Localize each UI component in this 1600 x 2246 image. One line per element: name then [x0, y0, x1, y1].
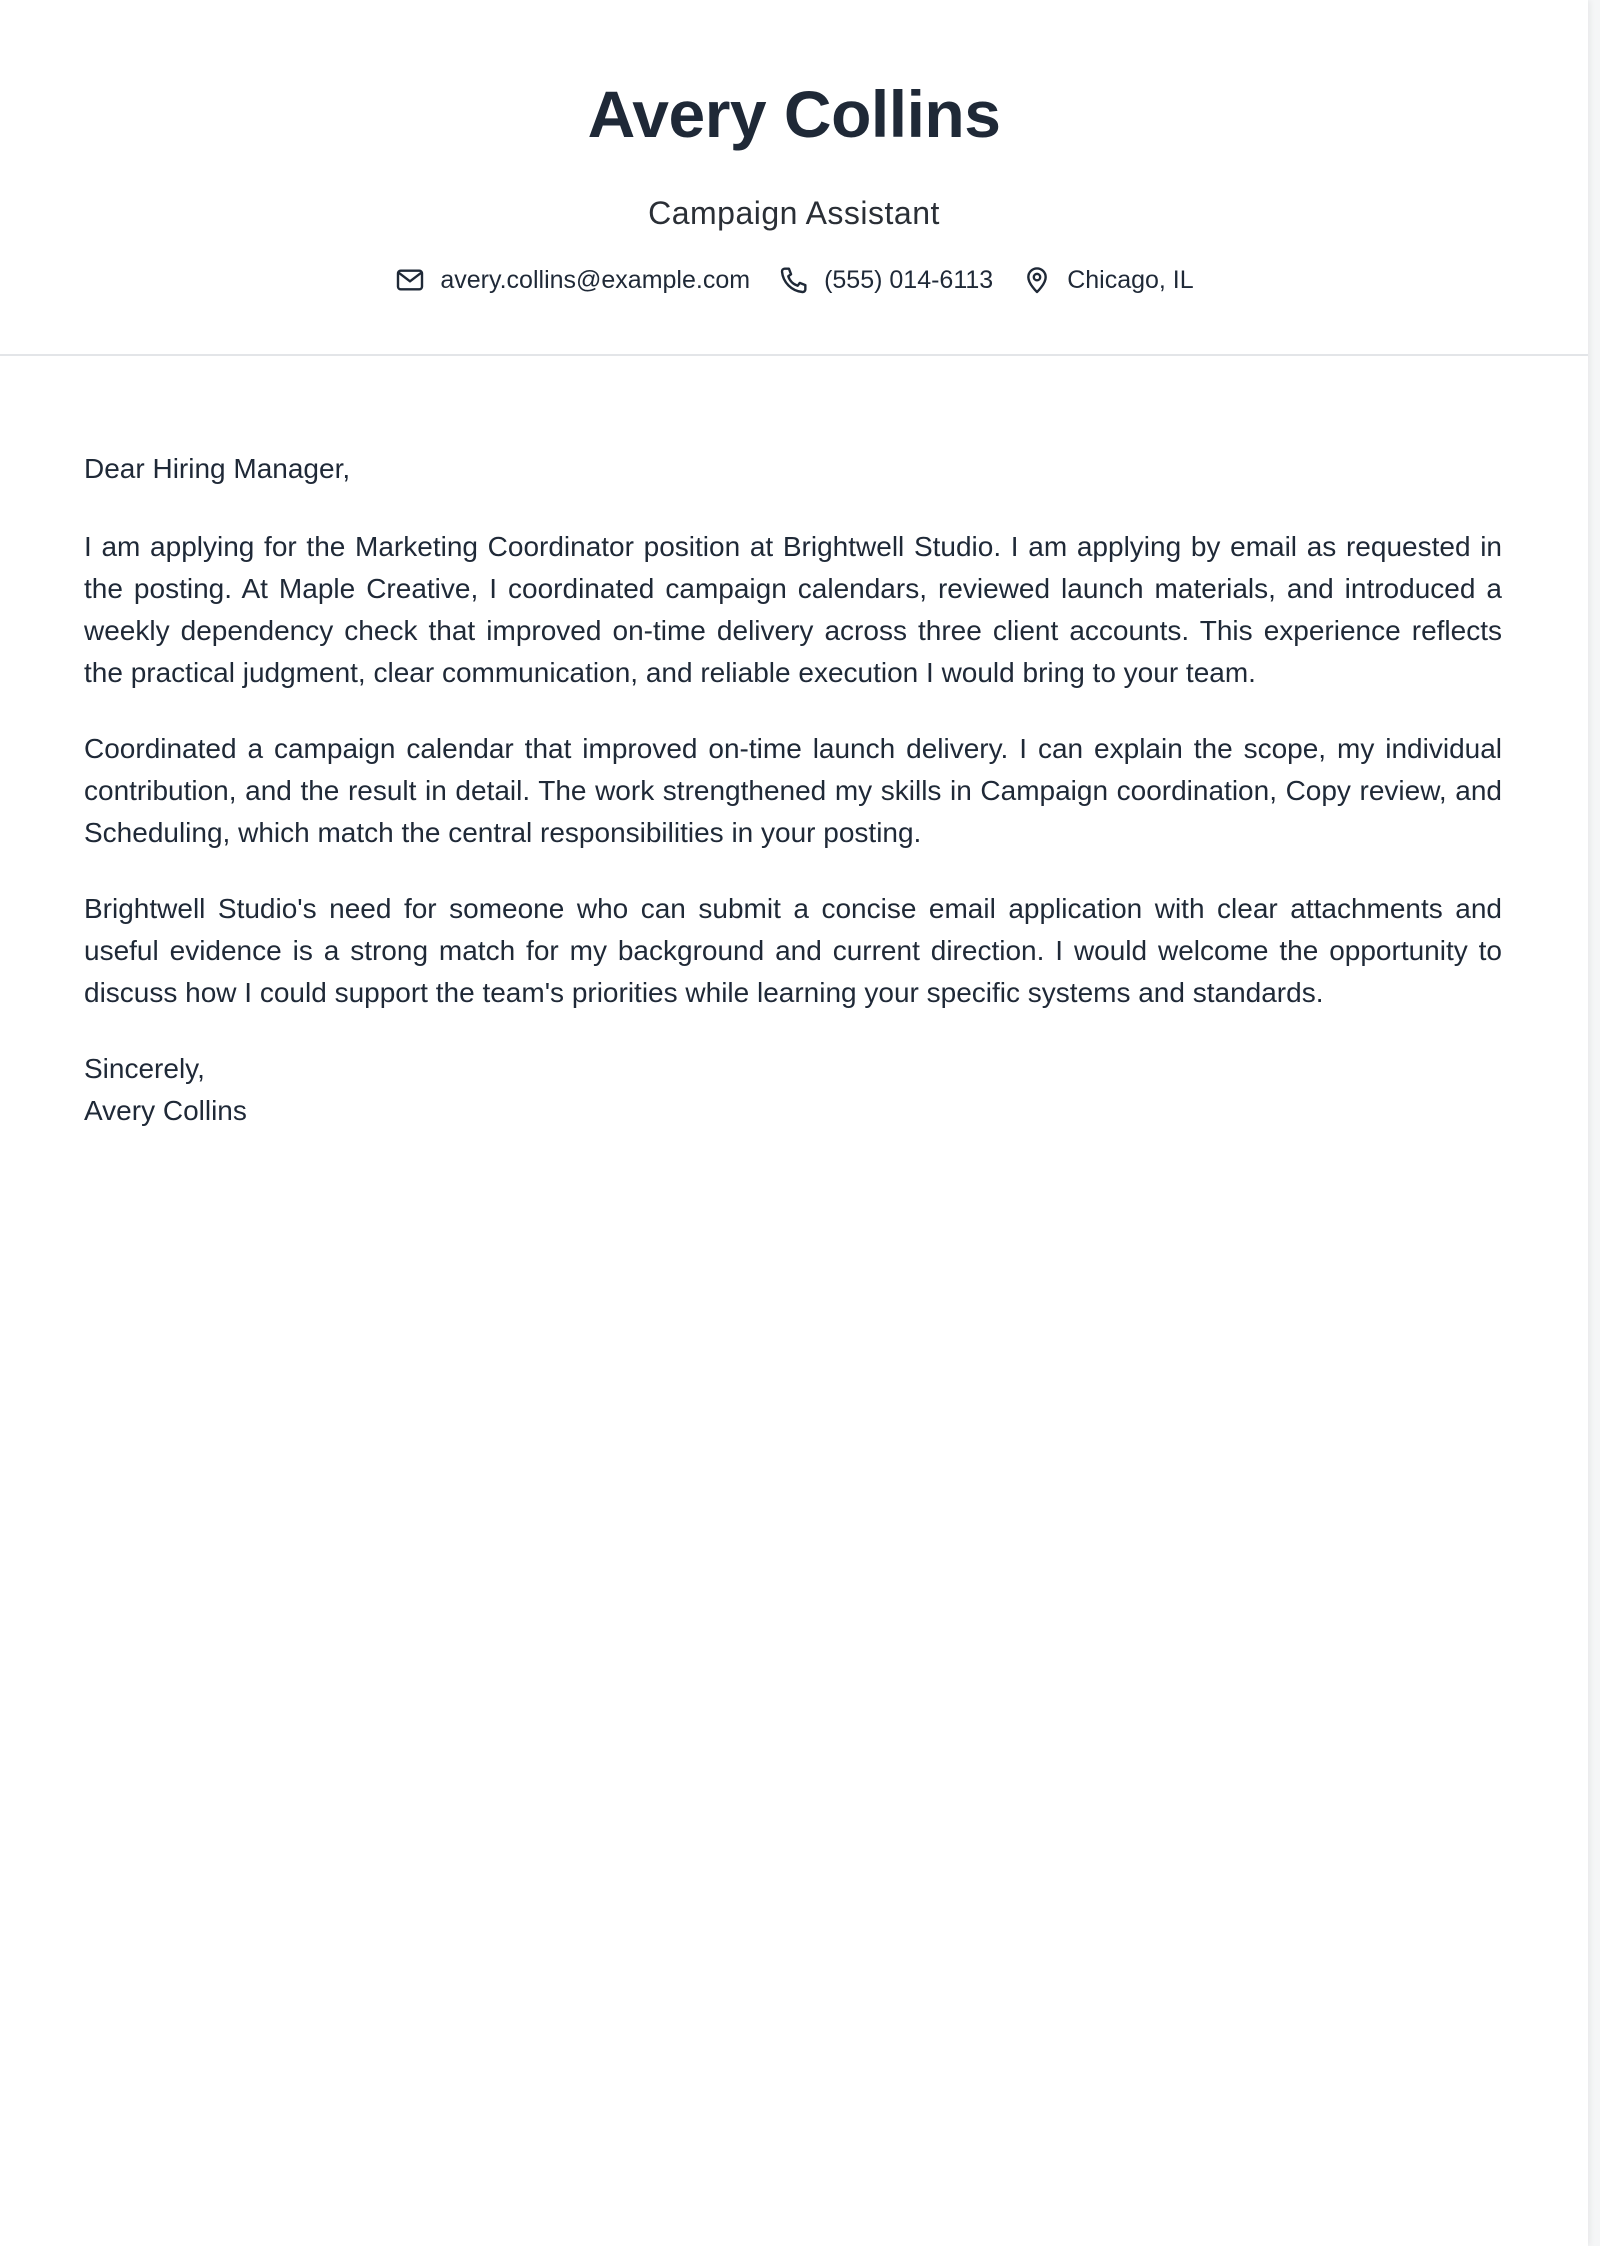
letter-header — [0, 0, 1588, 356]
applicant-name: Avery Collins — [587, 77, 1001, 151]
greeting: Dear Hiring Manager, — [84, 453, 351, 484]
contact-info — [0, 262, 1588, 298]
closing: Sincerely, — [84, 1053, 205, 1084]
contact-location — [1021, 262, 1193, 298]
paragraph-experience: Coordinated a campaign calendar that improved on-time launch delivery. I can explain the scope, my individual contribution, and the result in detail. The work strengthened my skills in Campaign coordination, Copy review, and Scheduling, which match the central responsibilities in your posting. — [84, 733, 1502, 848]
phone-icon — [778, 264, 810, 296]
email-text[interactable]: avery.collins@example.com — [440, 266, 751, 294]
letter-body — [84, 448, 1502, 1132]
contact-phone — [778, 262, 993, 298]
mail-icon — [394, 264, 426, 296]
paragraph-closing: Brightwell Studio's need for someone who can submit a concise email application with clear attachments and useful evidence is a strong match for my background and current direction. I would welcome the opportunity to discuss how I could support the team's priorities while learning your specific systems and standards. — [84, 893, 1502, 1008]
paragraph-intro: I am applying for the Marketing Coordinator position at Brightwell Studio. I am applying by email as requested in the posting. At Maple Creative, I coordinated campaign calendars, reviewed launch materials, and introduced a weekly dependency check that improved on-time delivery across three client accounts. This experience reflects the practical judgment, clear communication, and reliable execution I would bring to your team. — [84, 531, 1502, 688]
phone-text[interactable]: (555) 014-6113 — [824, 266, 994, 294]
map-pin-icon — [1021, 264, 1053, 296]
job-title: Campaign Assistant — [648, 195, 940, 231]
location-text: Chicago, IL — [1067, 266, 1194, 294]
signature: Avery Collins — [84, 1095, 247, 1126]
contact-email — [394, 262, 750, 298]
